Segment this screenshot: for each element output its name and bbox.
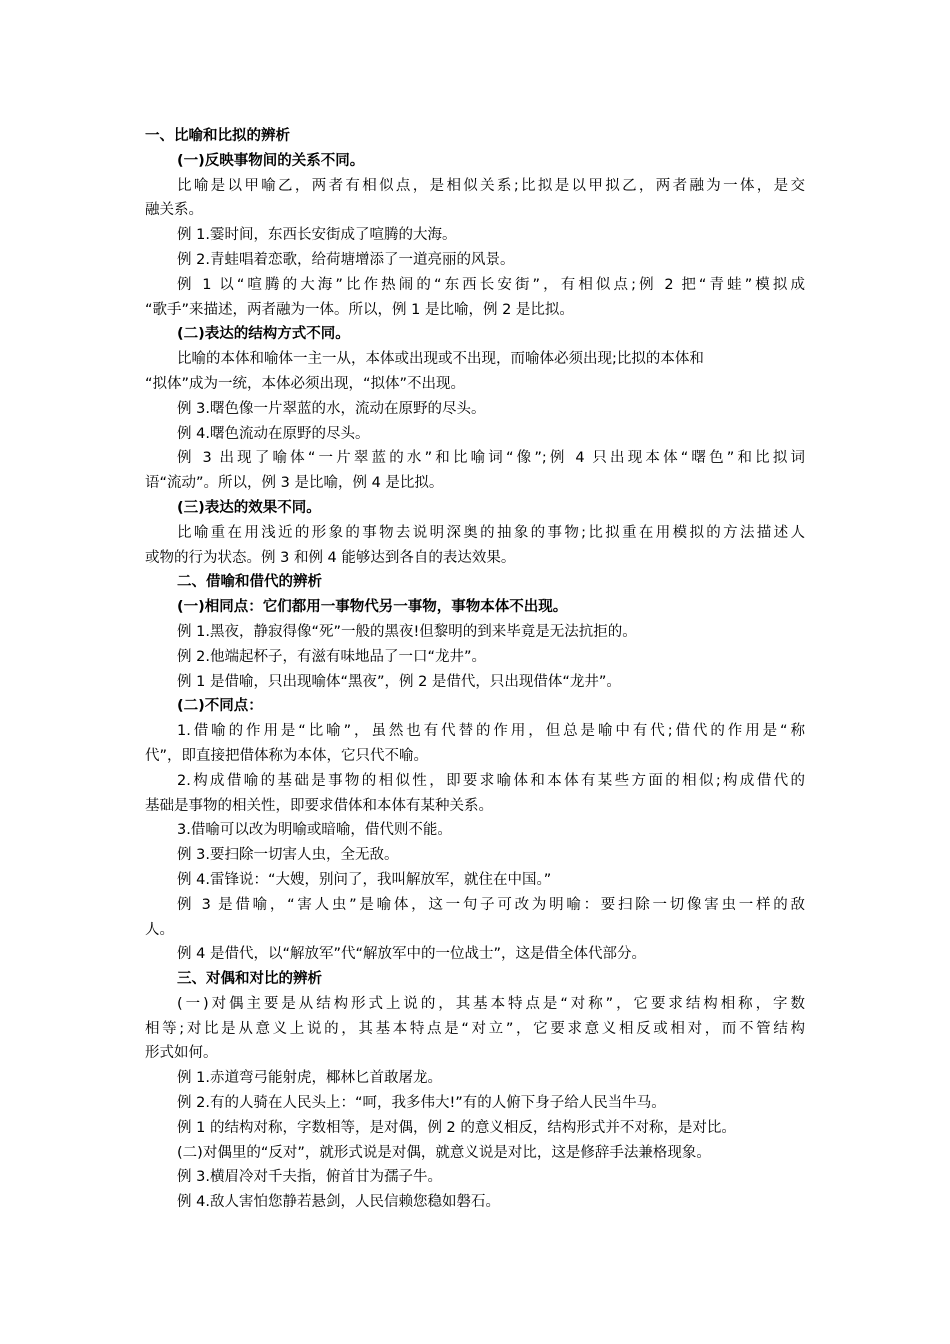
text-line: 例 1 的结构对称，字数相等，是对偶，例 2 的意义相反，结构形式并不对称，是对比。 [177, 1119, 736, 1136]
text-line: 例 4.雷锋说：“大嫂，别问了，我叫解放军，就住在中国。” [177, 871, 552, 888]
text-line: 形式如何。 [145, 1045, 218, 1062]
section-heading: (二)不同点： [177, 698, 263, 715]
text-line: 比喻的本体和喻体一主一从，本体或出现或不出现，而喻体必须出现;比拟的本体和 [177, 351, 704, 368]
text-line: 例 3.曙色像一片翠蓝的水，流动在原野的尽头。 [177, 400, 486, 417]
text-line: 例 2.青蛙唱着恋歌，给荷塘增添了一道亮丽的风景。 [177, 251, 515, 268]
text-line: 例 3 出现了喻体“一片翠蓝的水”和比喻词“像”;例 4 只出现本体“曙色”和比拟词 [177, 450, 805, 467]
text-line: 例 4.曙色流动在原野的尽头。 [177, 425, 370, 442]
text-line: 或物的行为状态。例 3 和例 4 能够达到各自的表达效果。 [145, 549, 516, 566]
section-heading: (一)反映事物间的关系不同。 [177, 152, 365, 169]
text-line: 例 1 以“喧腾的大海”比作热闹的“东西长安街”，有相似点;例 2 把“青蛙”模拟成 [177, 276, 805, 293]
text-line: 代”，即直接把借体称为本体，它只代不喻。 [145, 747, 429, 764]
text-line: 相等;对比是从意义上说的，其基本特点是“对立”，它要求意义相反或相对，而不管结构 [145, 1020, 805, 1037]
text-line: 例 1.赤道弯弓能射虎，椰林匕首敢屠龙。 [177, 1070, 442, 1087]
text-line: 例 3.要扫除一切害人虫，全无敌。 [177, 847, 399, 864]
section-heading: 一、比喻和比拟的辨析 [145, 128, 290, 144]
text-line: 2.构成借喻的基础是事物的相似性，即要求喻体和本体有某些方面的相似;构成借代的 [177, 772, 805, 789]
text-line: 例 4.敌人害怕您静若悬剑，人民信赖您稳如磐石。 [177, 1194, 500, 1211]
text-line: (一)对偶主要是从结构形式上说的，其基本特点是“对称”，它要求结构相称，字数 [177, 995, 805, 1012]
text-line: 融关系。 [145, 202, 203, 219]
text-line: “拟体”成为一统，本体必须出现，“拟体”不出现。 [145, 375, 466, 392]
document-body [145, 124, 805, 1215]
text-line: 例 2.他端起杯子，有滋有味地品了一口“龙井”。 [177, 648, 486, 665]
text-line: 基础是事物的相关性，即要求借体和本体有某种关系。 [145, 797, 493, 814]
section-heading: 三、对偶和对比的辨析 [177, 971, 322, 988]
text-line: 比喻重在用浅近的形象的事物去说明深奥的抽象的事物;比拟重在用模拟的方法描述人 [177, 524, 805, 541]
text-line: 例 3 是借喻，“害人虫”是喻体，这一句子可改为明喻：要扫除一切像害虫一样的敌 [177, 896, 805, 913]
section-heading: (一)相同点：它们都用一事物代另一事物，事物本体不出现。 [177, 599, 568, 616]
section-heading: (二)表达的结构方式不同。 [177, 326, 350, 343]
text-line: “歌手”来描述，两者融为一体。所以，例 1 是比喻，例 2 是比拟。 [145, 301, 574, 318]
section-heading: (三)表达的效果不同。 [177, 499, 321, 516]
text-line: (二)对偶里的“反对”，就形式说是对偶，就意义说是对比，这是修辞手法兼格现象。 [177, 1144, 711, 1161]
text-line: 3.借喻可以改为明喻或暗喻，借代则不能。 [177, 822, 452, 839]
text-line: 例 1.黑夜，静寂得像“死”一般的黑夜!但黎明的到来毕竟是无法抗拒的。 [177, 623, 637, 640]
section-heading: 二、借喻和借代的辨析 [177, 574, 322, 591]
text-line: 1.借喻的作用是“比喻”，虽然也有代替的作用，但总是喻中有代;借代的作用是“称 [177, 723, 805, 740]
text-line: 例 1 是借喻，只出现喻体“黑夜”，例 2 是借代，只出现借体“龙井”。 [177, 673, 621, 690]
text-line: 例 3.横眉冷对千夫指，俯首甘为孺子牛。 [177, 1169, 442, 1186]
text-line: 语“流动”。所以，例 3 是比喻，例 4 是比拟。 [145, 475, 444, 492]
text-line: 例 2.有的人骑在人民头上：“呵，我多伟大!”有的人俯下身子给人民当牛马。 [177, 1095, 666, 1112]
text-line: 例 1.霎时间，东西长安街成了喧腾的大海。 [177, 227, 457, 244]
text-line: 比喻是以甲喻乙，两者有相似点，是相似关系;比拟是以甲拟乙，两者融为一体，是交 [177, 177, 805, 194]
text-line: 人。 [145, 921, 174, 938]
text-line: 例 4 是借代，以“解放军”代“解放军中的一位战士”，这是借全体代部分。 [177, 946, 646, 963]
